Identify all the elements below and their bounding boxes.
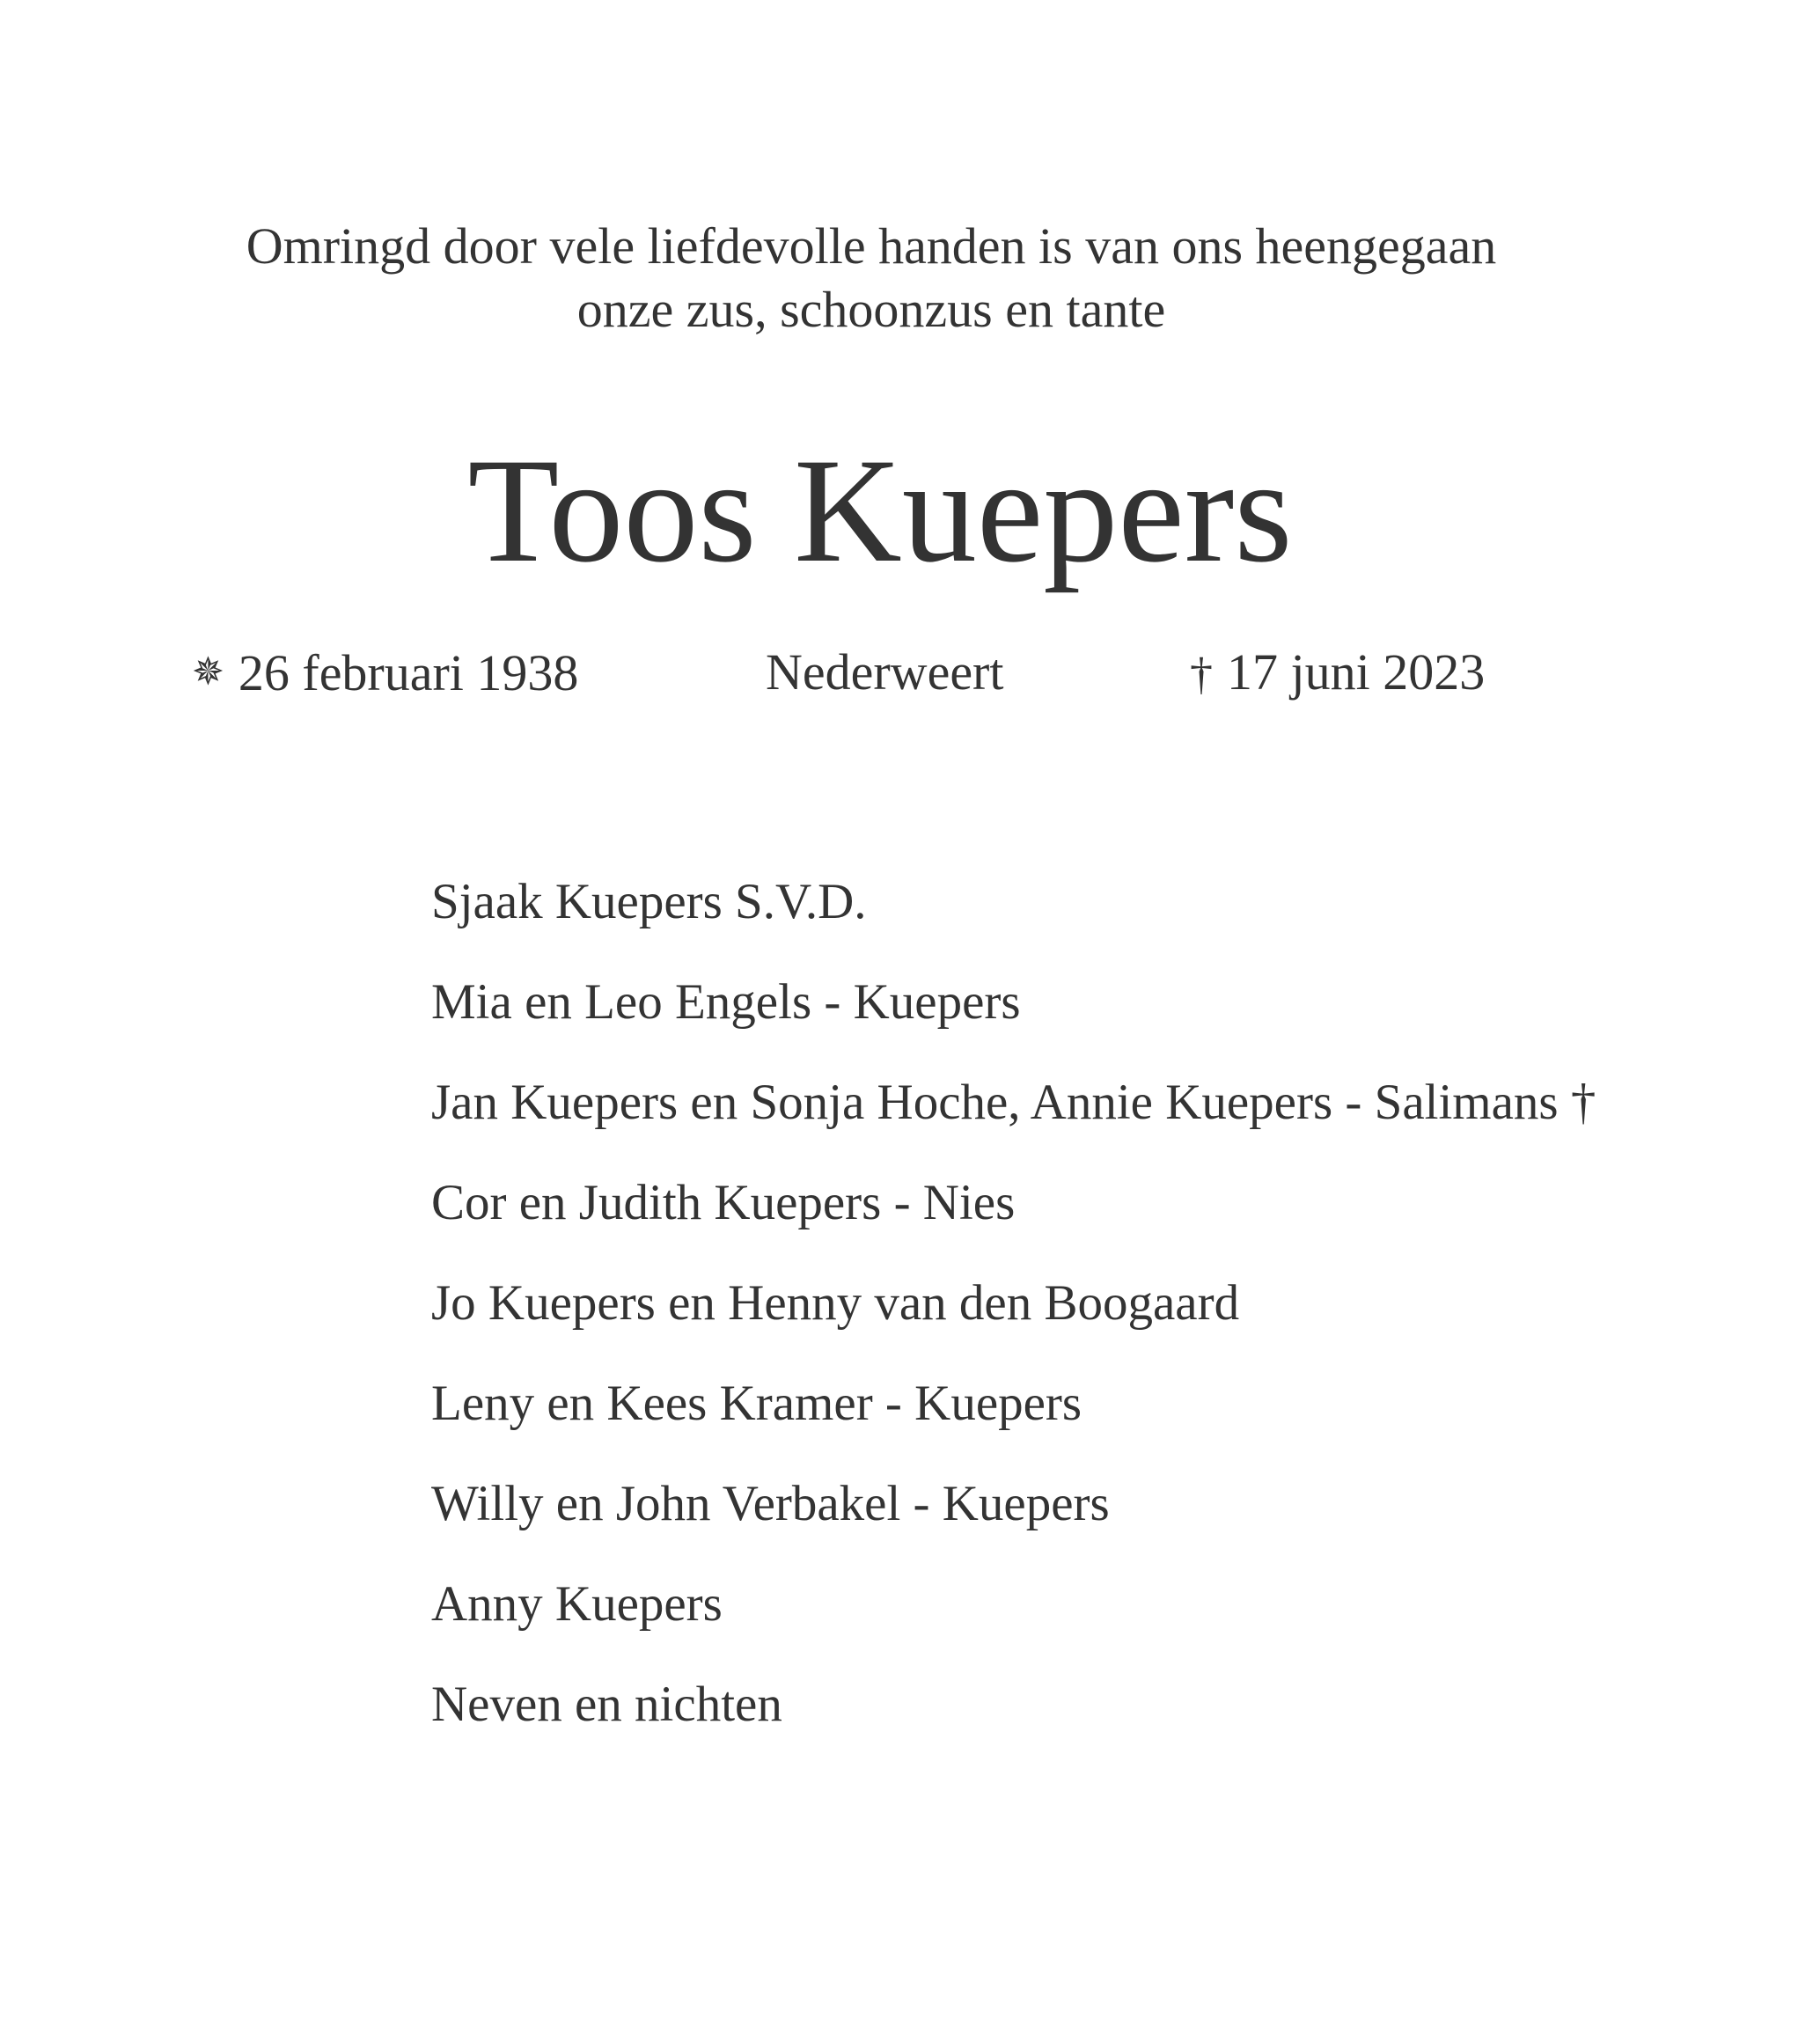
intro-line-2: onze zus, schoonzus en tante [576, 281, 1166, 338]
deceased-name: Toos Kuepers [467, 428, 1293, 593]
relative-item: Jo Kuepers en Henny van den Boogaard [431, 1275, 1240, 1331]
death-date: 17 juni 2023 [1227, 643, 1486, 701]
relative-item: Neven en nichten [431, 1677, 782, 1732]
death-info [1190, 637, 1485, 710]
relative-item: Jan Kuepers en Sonja Hoche, Annie Kuepers - Salimans † [431, 1075, 1596, 1130]
intro-line-1: Omringd door vele liefdevolle handen is van ons heengegaan [246, 217, 1497, 275]
relative-item: Leny en Kees Kramer - Kuepers [431, 1376, 1082, 1431]
relative-item: Mia en Leo Engels - Kuepers [431, 974, 1021, 1030]
relatives-list [431, 852, 1596, 1755]
relative-item: Cor en Judith Kuepers - Nies [431, 1175, 1016, 1230]
relative-item: Anny Kuepers [431, 1576, 723, 1632]
relative-item: Willy en John Verbakel - Kuepers [431, 1476, 1110, 1531]
dates-row [0, 637, 1820, 708]
cross-icon: † [1190, 650, 1213, 700]
relative-item: Sjaak Kuepers S.V.D. [431, 874, 867, 929]
place-of-residence: Nederweert [766, 643, 1004, 701]
birth-date: 26 februari 1938 [238, 644, 579, 701]
star-icon: ✵ [192, 650, 224, 694]
birth-info [192, 637, 578, 708]
